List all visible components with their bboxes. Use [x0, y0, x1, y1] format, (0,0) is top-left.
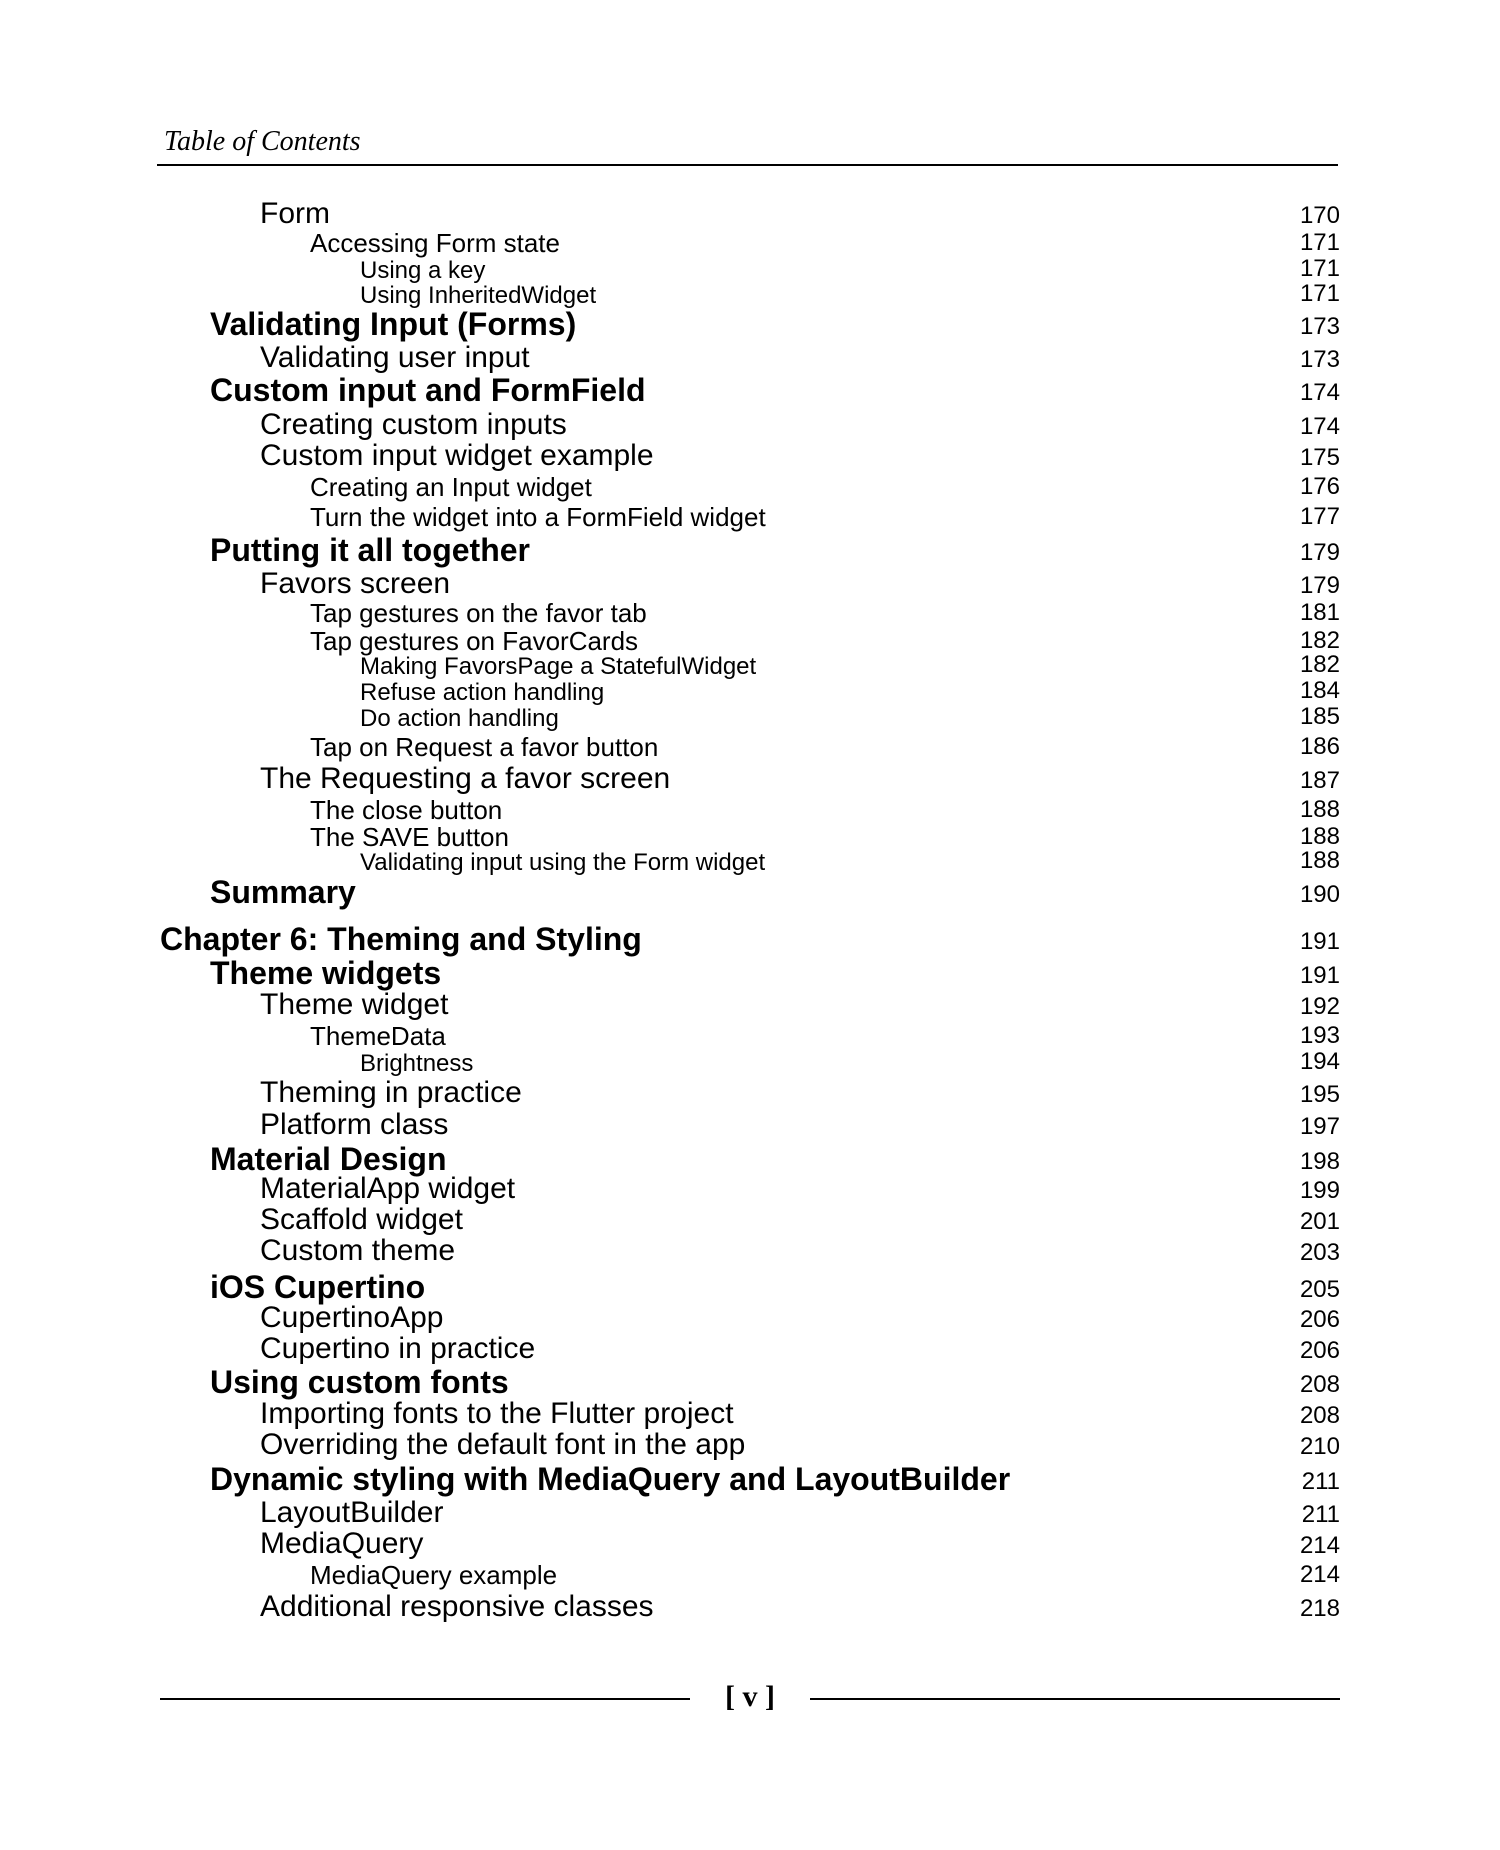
toc-entry-title: ThemeData: [310, 1021, 446, 1051]
toc-entry-title: Custom theme: [260, 1234, 456, 1267]
toc-entry-title: Validating input using the Form widget: [360, 849, 766, 876]
toc-entry-page: 174: [1299, 379, 1340, 406]
toc-entry-page: 182: [1299, 627, 1340, 654]
toc-entry[interactable]: [0, 1364, 1500, 1398]
toc-entry-title: MaterialApp widget: [260, 1172, 516, 1205]
toc-entry[interactable]: [0, 1203, 1500, 1235]
toc-entry-title: Tap gestures on FavorCards: [310, 626, 639, 656]
toc-entry-title: Material Design: [210, 1141, 447, 1177]
toc-entry-title: Custom input widget example: [260, 439, 654, 472]
page-number: [ v ]: [725, 1680, 775, 1713]
toc-entry-title: LayoutBuilder: [260, 1496, 444, 1529]
toc-entry[interactable]: [0, 1172, 1500, 1204]
toc-entry[interactable]: [0, 502, 1500, 530]
toc-entry-page: 171: [1299, 280, 1340, 307]
toc-entry-title: Favors screen: [260, 567, 451, 600]
toc-entry[interactable]: [0, 1332, 1500, 1364]
toc-entry-page: 206: [1299, 1337, 1340, 1364]
toc-entry-title: Theming in practice: [260, 1076, 522, 1109]
toc-entry[interactable]: [0, 703, 1500, 732]
toc-entry[interactable]: [0, 598, 1500, 626]
toc-entry-page: 179: [1299, 539, 1340, 566]
toc-entry-title: Theme widgets: [210, 955, 442, 991]
footer-rule-left: [160, 1698, 690, 1700]
toc-entry-title: The SAVE button: [310, 822, 509, 852]
toc-entry[interactable]: [0, 677, 1500, 706]
toc-entry[interactable]: [0, 1461, 1500, 1495]
toc-entry-page: 188: [1299, 823, 1340, 850]
toc-entry-page: 182: [1299, 651, 1340, 678]
toc-entry[interactable]: [0, 228, 1500, 256]
toc-entry-page: 190: [1299, 881, 1340, 908]
toc-entry-title: Brightness: [360, 1050, 474, 1077]
toc-entry-title: Using a key: [360, 257, 486, 284]
toc-entry-page: 181: [1299, 599, 1340, 626]
toc-entry[interactable]: [0, 732, 1500, 760]
toc-entry[interactable]: [0, 472, 1500, 500]
toc-entry-page: 170: [1299, 202, 1340, 229]
toc-entry-title: Tap on Request a favor button: [310, 732, 659, 762]
toc-entry-title: Scaffold widget: [260, 1203, 463, 1236]
toc-entry-title: Validating user input: [260, 341, 530, 374]
toc-entry-title: CupertinoApp: [260, 1301, 444, 1334]
toc-entry-title: The Requesting a favor screen: [260, 762, 671, 795]
toc-entry-title: Tap gestures on the favor tab: [310, 598, 647, 628]
toc-entry-title: iOS Cupertino: [210, 1269, 426, 1305]
toc-entry-page: 191: [1299, 962, 1340, 989]
toc-entry-page: 188: [1299, 847, 1340, 874]
toc-entry[interactable]: [0, 1301, 1500, 1333]
toc-entry-title: MediaQuery: [260, 1527, 424, 1560]
toc-entry[interactable]: [0, 306, 1500, 340]
footer-rule-right: [810, 1698, 1340, 1700]
toc-entry-page: 203: [1299, 1239, 1340, 1266]
toc-chapter-entry[interactable]: [0, 921, 1500, 955]
running-header: Table of Contents: [164, 126, 361, 157]
toc-entry-page: 187: [1299, 767, 1340, 794]
toc-entry-title: Accessing Form state: [310, 228, 560, 258]
toc-entry[interactable]: [0, 1021, 1500, 1049]
toc-entry-page: 206: [1299, 1306, 1340, 1333]
toc-entry-title: Form: [260, 197, 330, 230]
toc-entry-page: 211: [1301, 1501, 1340, 1528]
toc-entry[interactable]: [0, 1428, 1500, 1460]
toc-entry-title: Cupertino in practice: [260, 1332, 536, 1365]
toc-entry[interactable]: [0, 567, 1500, 599]
toc-entry[interactable]: [0, 1269, 1500, 1303]
toc-entry-page: 191: [1299, 928, 1340, 955]
toc-entry-title: Theme widget: [260, 988, 449, 1021]
toc-entry-page: 171: [1299, 229, 1340, 256]
toc-entry-page: 193: [1299, 1022, 1340, 1049]
toc-entry[interactable]: [0, 1496, 1500, 1528]
toc-entry[interactable]: [0, 795, 1500, 823]
toc-entry[interactable]: [0, 1560, 1500, 1588]
toc-entry-title: Platform class: [260, 1108, 449, 1141]
toc-entry[interactable]: [0, 822, 1500, 850]
toc-entry-page: 188: [1299, 796, 1340, 823]
toc-entry-title: Using custom fonts: [210, 1364, 509, 1400]
toc-entry-page: 185: [1299, 703, 1340, 730]
toc-entry[interactable]: [0, 197, 1500, 229]
toc-entry[interactable]: [0, 408, 1500, 440]
toc-entry-title: The close button: [310, 795, 503, 825]
toc-entry[interactable]: [0, 1234, 1500, 1266]
toc-entry-title: MediaQuery example: [310, 1560, 558, 1590]
toc-entry[interactable]: [0, 341, 1500, 373]
toc-entry-page: 208: [1299, 1371, 1340, 1398]
toc-entry[interactable]: [0, 874, 1500, 908]
toc-entry[interactable]: [0, 280, 1500, 309]
toc-entry-title: Importing fonts to the Flutter project: [260, 1397, 734, 1430]
toc-entry-page: 179: [1299, 572, 1340, 599]
toc-entry-title: Making FavorsPage a StatefulWidget: [360, 653, 757, 680]
toc-entry-page: 194: [1299, 1048, 1340, 1075]
toc-entry[interactable]: [0, 955, 1500, 989]
toc-entry-page: 176: [1299, 473, 1340, 500]
toc-entry-page: 173: [1299, 346, 1340, 373]
toc-entry-title: Custom input and FormField: [210, 372, 646, 408]
toc-entry-page: 199: [1299, 1177, 1340, 1204]
toc-entry-page: 195: [1299, 1081, 1340, 1108]
toc-entry-page: 201: [1299, 1208, 1340, 1235]
toc-entry[interactable]: [0, 651, 1500, 680]
toc-entry-page: 218: [1299, 1595, 1340, 1622]
toc-entry[interactable]: [0, 1048, 1500, 1077]
toc-entry-title: Turn the widget into a FormField widget: [310, 502, 766, 532]
toc-entry-title: Refuse action handling: [360, 679, 605, 706]
toc-entry[interactable]: [0, 1590, 1500, 1622]
toc-entry-page: 205: [1299, 1276, 1340, 1303]
toc-entry[interactable]: [0, 626, 1500, 654]
toc-entry-page: 177: [1299, 503, 1340, 530]
toc-entry-page: 173: [1299, 313, 1340, 340]
toc-entry-page: 208: [1299, 1402, 1340, 1429]
toc-entry-title: Creating custom inputs: [260, 408, 567, 441]
toc-entry[interactable]: [0, 532, 1500, 566]
toc-entry-title: Additional responsive classes: [260, 1590, 654, 1623]
toc-entry[interactable]: [0, 255, 1500, 284]
toc-entry-page: 174: [1299, 413, 1340, 440]
toc-entry-title: Chapter 6: Theming and Styling: [160, 921, 642, 957]
toc-entry-page: 171: [1299, 255, 1340, 282]
toc-entry[interactable]: [0, 372, 1500, 406]
toc-entry[interactable]: [0, 1076, 1500, 1108]
toc-entry[interactable]: [0, 1397, 1500, 1429]
toc-entry-page: 184: [1299, 677, 1340, 704]
toc-entry-title: Creating an Input widget: [310, 472, 592, 502]
toc-entry[interactable]: [0, 762, 1500, 794]
toc-entry-page: 175: [1299, 444, 1340, 471]
toc-entry-title: Do action handling: [360, 705, 559, 732]
toc-entry-page: 198: [1299, 1148, 1340, 1175]
toc-entry[interactable]: [0, 1108, 1500, 1140]
toc-entry-page: 214: [1299, 1561, 1340, 1588]
toc-entry-page: 197: [1299, 1113, 1340, 1140]
toc-entry[interactable]: [0, 988, 1500, 1020]
toc-entry-title: Dynamic styling with MediaQuery and LayoutBuilder: [210, 1461, 1011, 1497]
toc-entry-title: Validating Input (Forms): [210, 306, 577, 342]
toc-entry-page: 211: [1301, 1468, 1340, 1495]
toc-entry[interactable]: [0, 439, 1500, 471]
toc-entry[interactable]: [0, 1141, 1500, 1175]
toc-entry-page: 214: [1299, 1532, 1340, 1559]
toc-entry-page: 186: [1299, 733, 1340, 760]
toc-entry-title: Using InheritedWidget: [360, 282, 597, 309]
toc-entry-title: Summary: [210, 874, 356, 910]
toc-entry-page: 192: [1299, 993, 1340, 1020]
toc-entry-page: 210: [1299, 1433, 1340, 1460]
toc-entry-title: Putting it all together: [210, 532, 530, 568]
toc-entry-title: Overriding the default font in the app: [260, 1428, 746, 1461]
toc-entry[interactable]: [0, 1527, 1500, 1559]
toc-entry[interactable]: [0, 847, 1500, 876]
